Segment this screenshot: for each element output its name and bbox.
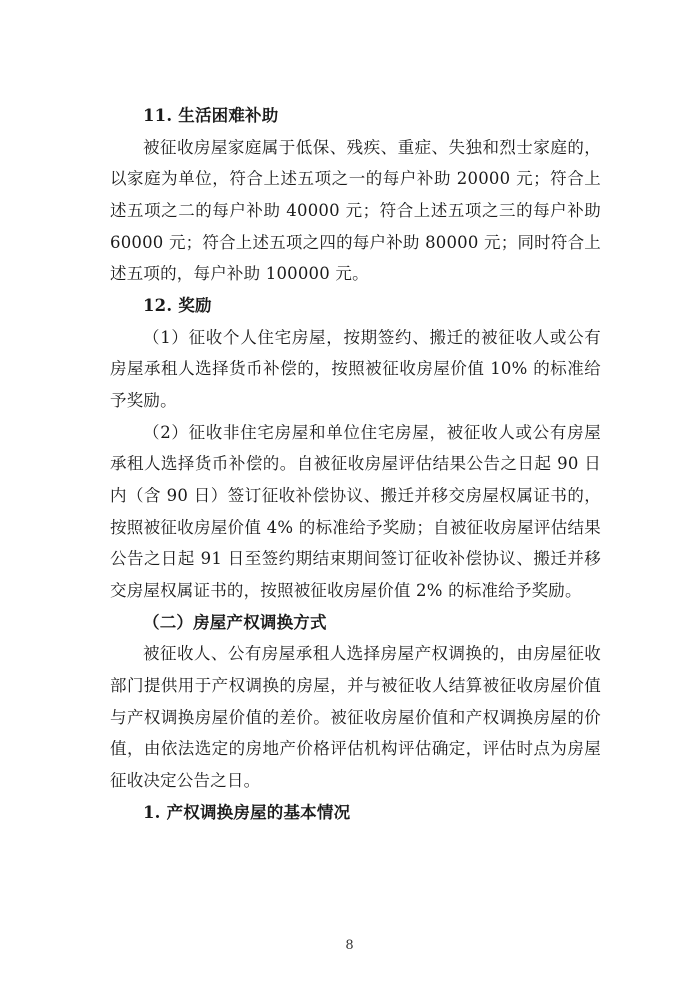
- paragraph-living-difficulty-subsidy: 被征收房屋家庭属于低保、残疾、重症、失独和烈士家庭的，以家庭为单位，符合上述五项之一的每户补助 20000 元；符合上述五项之二的每户补助 40000 元；符合上述五项之三的每户补助 60000 元；符合上述五项之四的每户补助 80000 元；同时符合上述五项的，每户补助 100000 元。: [110, 137, 601, 284]
- section-heading-11: 11. 生活困难补助: [143, 106, 279, 125]
- section-heading-exchange-basics: 1. 产权调换房屋的基本情况: [143, 802, 351, 822]
- paragraph-reward-item-2: （2）征收非住宅房屋和单位住宅房屋，被征收人或公有房屋承租人选择货币补偿的。自被征收房屋评估结果公告之日起 90 日内（含 90 日）签订征收补偿协议、搬迁并移交房屋权属证书的，按照被征收房屋价值 4% 的标准给予奖励；自被征收房屋评估结果公告之日起 91 日至签约期结束期间签订征收补偿协议、搬迁并移交房屋权属证书的，按照被征收房屋价值 2% 的标准给予奖励。: [110, 422, 601, 601]
- document-body: [110, 100, 601, 828]
- page-number: 8: [345, 938, 354, 953]
- paragraph-reward-item-1: （1）征收个人住宅房屋，按期签约、搬迁的被征收人或公有房屋承租人选择货币补偿的，按照被征收房屋价值 10% 的标准给予奖励。: [110, 327, 601, 411]
- section-heading-12: 12. 奖励: [143, 296, 212, 316]
- section-heading-property-exchange: （二）房屋产权调换方式: [143, 612, 327, 632]
- paragraph-property-exchange-intro: 被征收人、公有房屋承租人选择房屋产权调换的，由房屋征收部门提供用于产权调换的房屋，并与被征收人结算被征收房屋价值与产权调换房屋价值的差价。被征收房屋价值和产权调换房屋的价值，由依法选定的房地产价格评估机构评估确定，评估时点为房屋征收决定公告之日。: [110, 644, 601, 791]
